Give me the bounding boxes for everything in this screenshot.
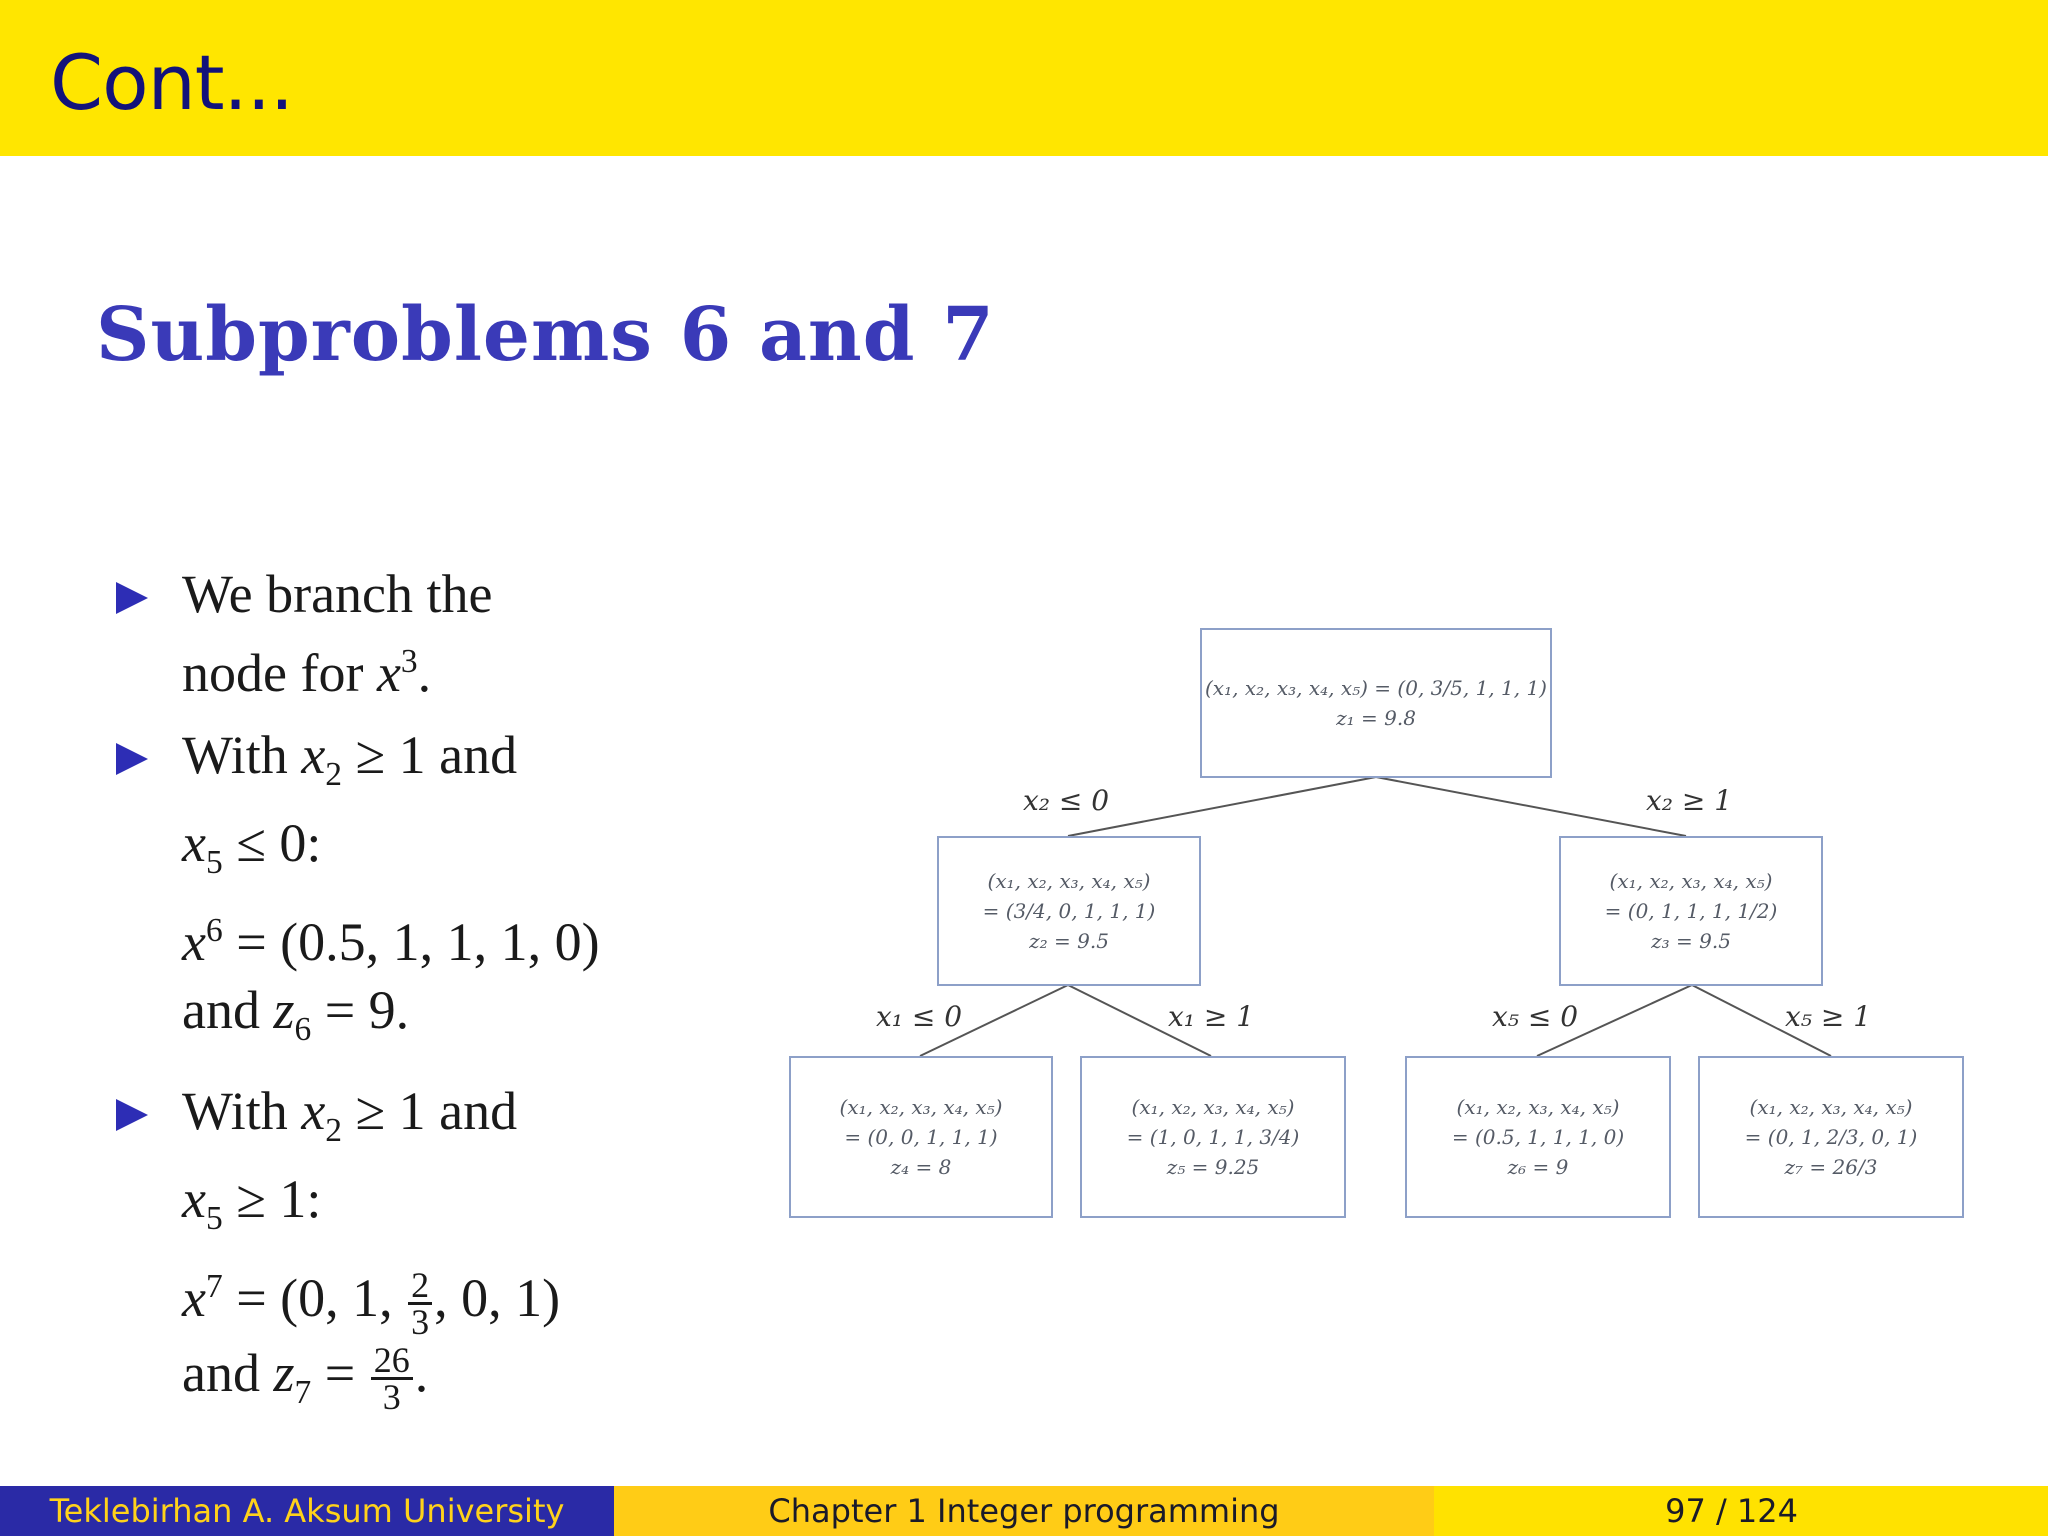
bullet-1-line-2: node for $x^3$.	[182, 643, 432, 703]
slide-title: Cont...	[50, 38, 294, 127]
tree-node-5: (x₁, x₂, x₃, x₄, x₅) = (1, 0, 1, 1, 3/4) z₅ = 9.25	[1080, 1056, 1346, 1218]
tree-node-2: (x₁, x₂, x₃, x₄, x₅) = (3/4, 0, 1, 1, 1) z₂ = 9.5	[937, 836, 1201, 986]
footer-page-number: 97 / 124	[1434, 1486, 2048, 1536]
footer-chapter: Chapter 1 Integer programming	[614, 1486, 1434, 1536]
branch-label-x1-le-0: x₁ ≤ 0	[876, 1000, 963, 1033]
bullet-3-line-1: With $x_2 \ge 1$ and	[182, 1081, 518, 1150]
footer-author: Teklebirhan A. Aksum University	[0, 1486, 614, 1536]
bullet-3-line-3: $x^7 = (0$, 1, $\frac{2}{3}$ , 0, 1)	[182, 1265, 561, 1343]
tree-node-7: (x₁, x₂, x₃, x₄, x₅) = (0, 1, 2/3, 0, 1) z₇ = 26/3	[1698, 1056, 1964, 1218]
tree-node-6: (x₁, x₂, x₃, x₄, x₅) = (0.5, 1, 1, 1, 0) z₆ = 9	[1405, 1056, 1671, 1218]
fraction: $\frac{26}{3}$	[371, 1343, 413, 1414]
branch-label-x1-ge-1: x₁ ≥ 1	[1168, 1000, 1255, 1033]
edge-root-n3	[1376, 777, 1686, 836]
bullet-2-line-2: $x_5 \le 0$:	[182, 812, 322, 881]
tree-node-4: (x₁, x₂, x₃, x₄, x₅) = (0, 0, 1, 1, 1) z₄ = 8	[789, 1056, 1053, 1218]
footer-bar	[0, 1486, 2048, 1536]
tree-node-root: (x₁, x₂, x₃, x₄, x₅) = (0, 3/5, 1, 1, 1) z₁ = 9.8	[1200, 628, 1552, 778]
branch-label-x2-ge-1: x₂ ≥ 1	[1646, 784, 1733, 817]
fraction: $\frac{2}{3}$	[408, 1268, 432, 1339]
bullet-1-line-1: We branch the	[182, 564, 493, 624]
bullet-2-line-4: and $z_6 = 9$.	[182, 979, 410, 1048]
section-heading: Subproblems 6 and 7	[96, 292, 995, 378]
bullet-2-line-1: With $x_2 \ge 1$ and	[182, 725, 518, 793]
branch-label-x5-ge-1: x₅ ≥ 1	[1785, 1000, 1872, 1033]
edge-root-n2	[1068, 777, 1376, 836]
branch-label-x5-le-0: x₅ ≤ 0	[1492, 1000, 1579, 1033]
bullet-2-line-3: $x^6 = (0.5$, 1, 1, 1, 0)	[182, 911, 600, 972]
tree-node-3: (x₁, x₂, x₃, x₄, x₅) = (0, 1, 1, 1, 1/2) z₃ = 9.5	[1559, 836, 1823, 986]
bullet-3-line-4: and $z_7$ = $\frac{26}{3}$ .	[182, 1340, 429, 1418]
bullet-3-line-2: $x_5 \ge 1$:	[182, 1169, 322, 1237]
branch-label-x2-le-0: x₂ ≤ 0	[1023, 784, 1110, 817]
